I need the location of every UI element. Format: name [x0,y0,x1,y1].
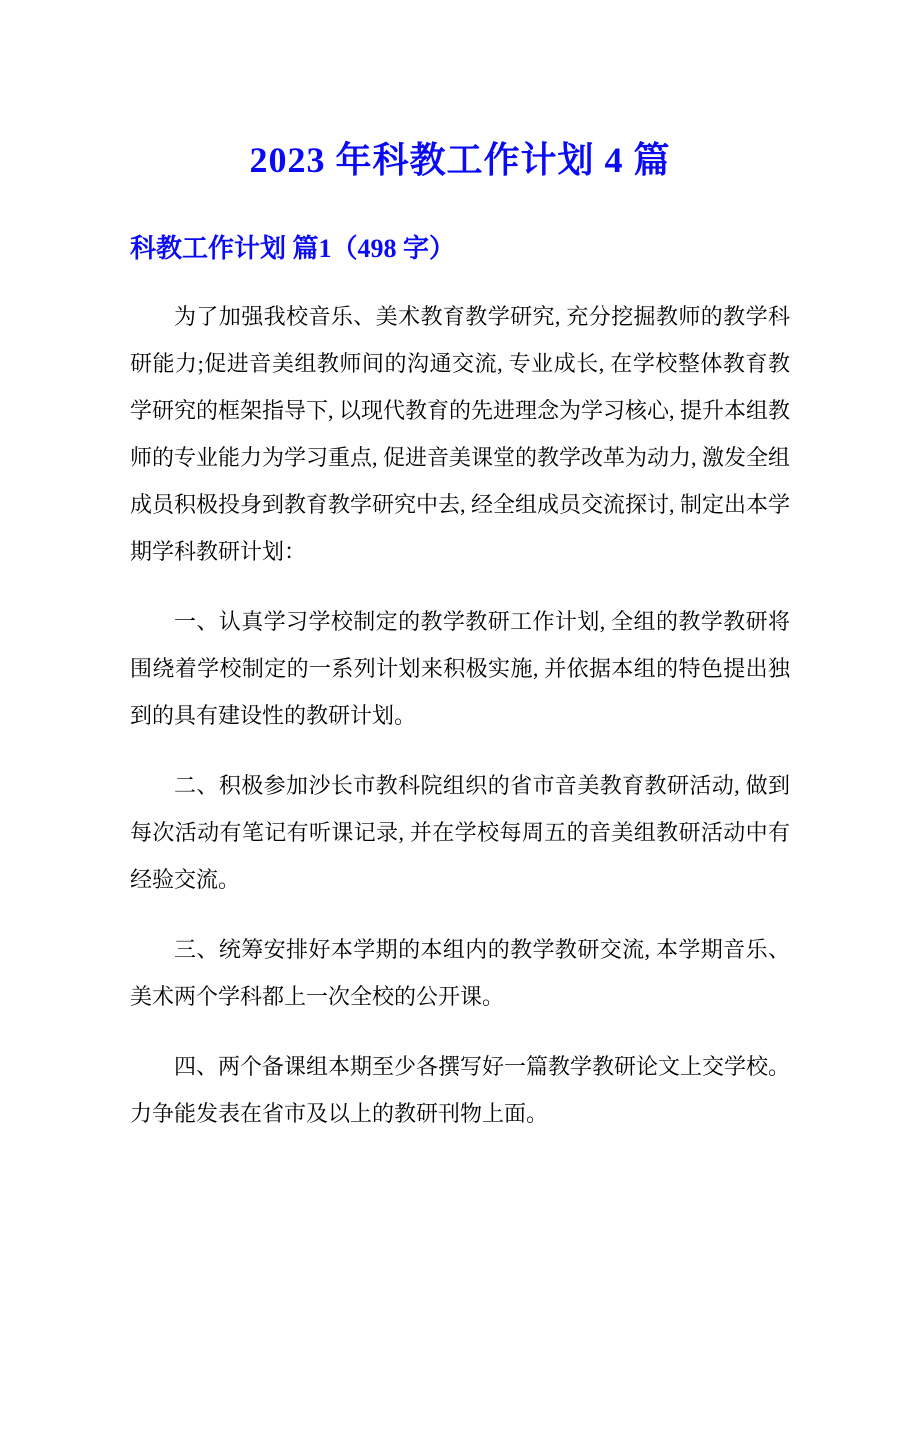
section-heading: 科教工作计划 篇1（498 字） [130,234,456,263]
document-page [0,134,920,1436]
body-paragraph-item-2: 二、积极参加沙长市教科院组织的省市音美教育教研活动, 做到每次活动有笔记有听课记录, 并在学校每周五的音美组教研活动中有经验交流。 [130,773,790,892]
body-paragraph-item-3: 三、统筹安排好本学期的本组内的教学教研交流, 本学期音乐、美术两个学科都上一次全校的公开课。 [130,937,790,1009]
document-title: 2023 年科教工作计划 4 篇 [249,140,671,180]
document-body [130,293,790,1137]
body-paragraph-item-4: 四、两个备课组本期至少各撰写好一篇教学教研论文上交学校。力争能发表在省市及以上的教研刊物上面。 [130,1054,791,1126]
body-paragraph-intro: 为了加强我校音乐、美术教育教学研究, 充分挖掘教师的教学科研能力;促进音美组教师间的沟通交流, 专业成长, 在学校整体教育教学研究的框架指导下, 以现代教育的先进理念为学习核心, 提升本组教师的专业能力为学习重点, 促进音美课堂的教学改革为动力, 激发全组成员积极投身到教育教学研究中去, 经全组成员交流探讨, 制定出本学期学科教研计划： [130,304,791,564]
body-paragraph-item-1: 一、认真学习学校制定的教学教研工作计划, 全组的教学教研将围绕着学校制定的一系列计划来积极实施, 并依据本组的特色提出独到的具有建设性的教研计划。 [130,609,790,728]
